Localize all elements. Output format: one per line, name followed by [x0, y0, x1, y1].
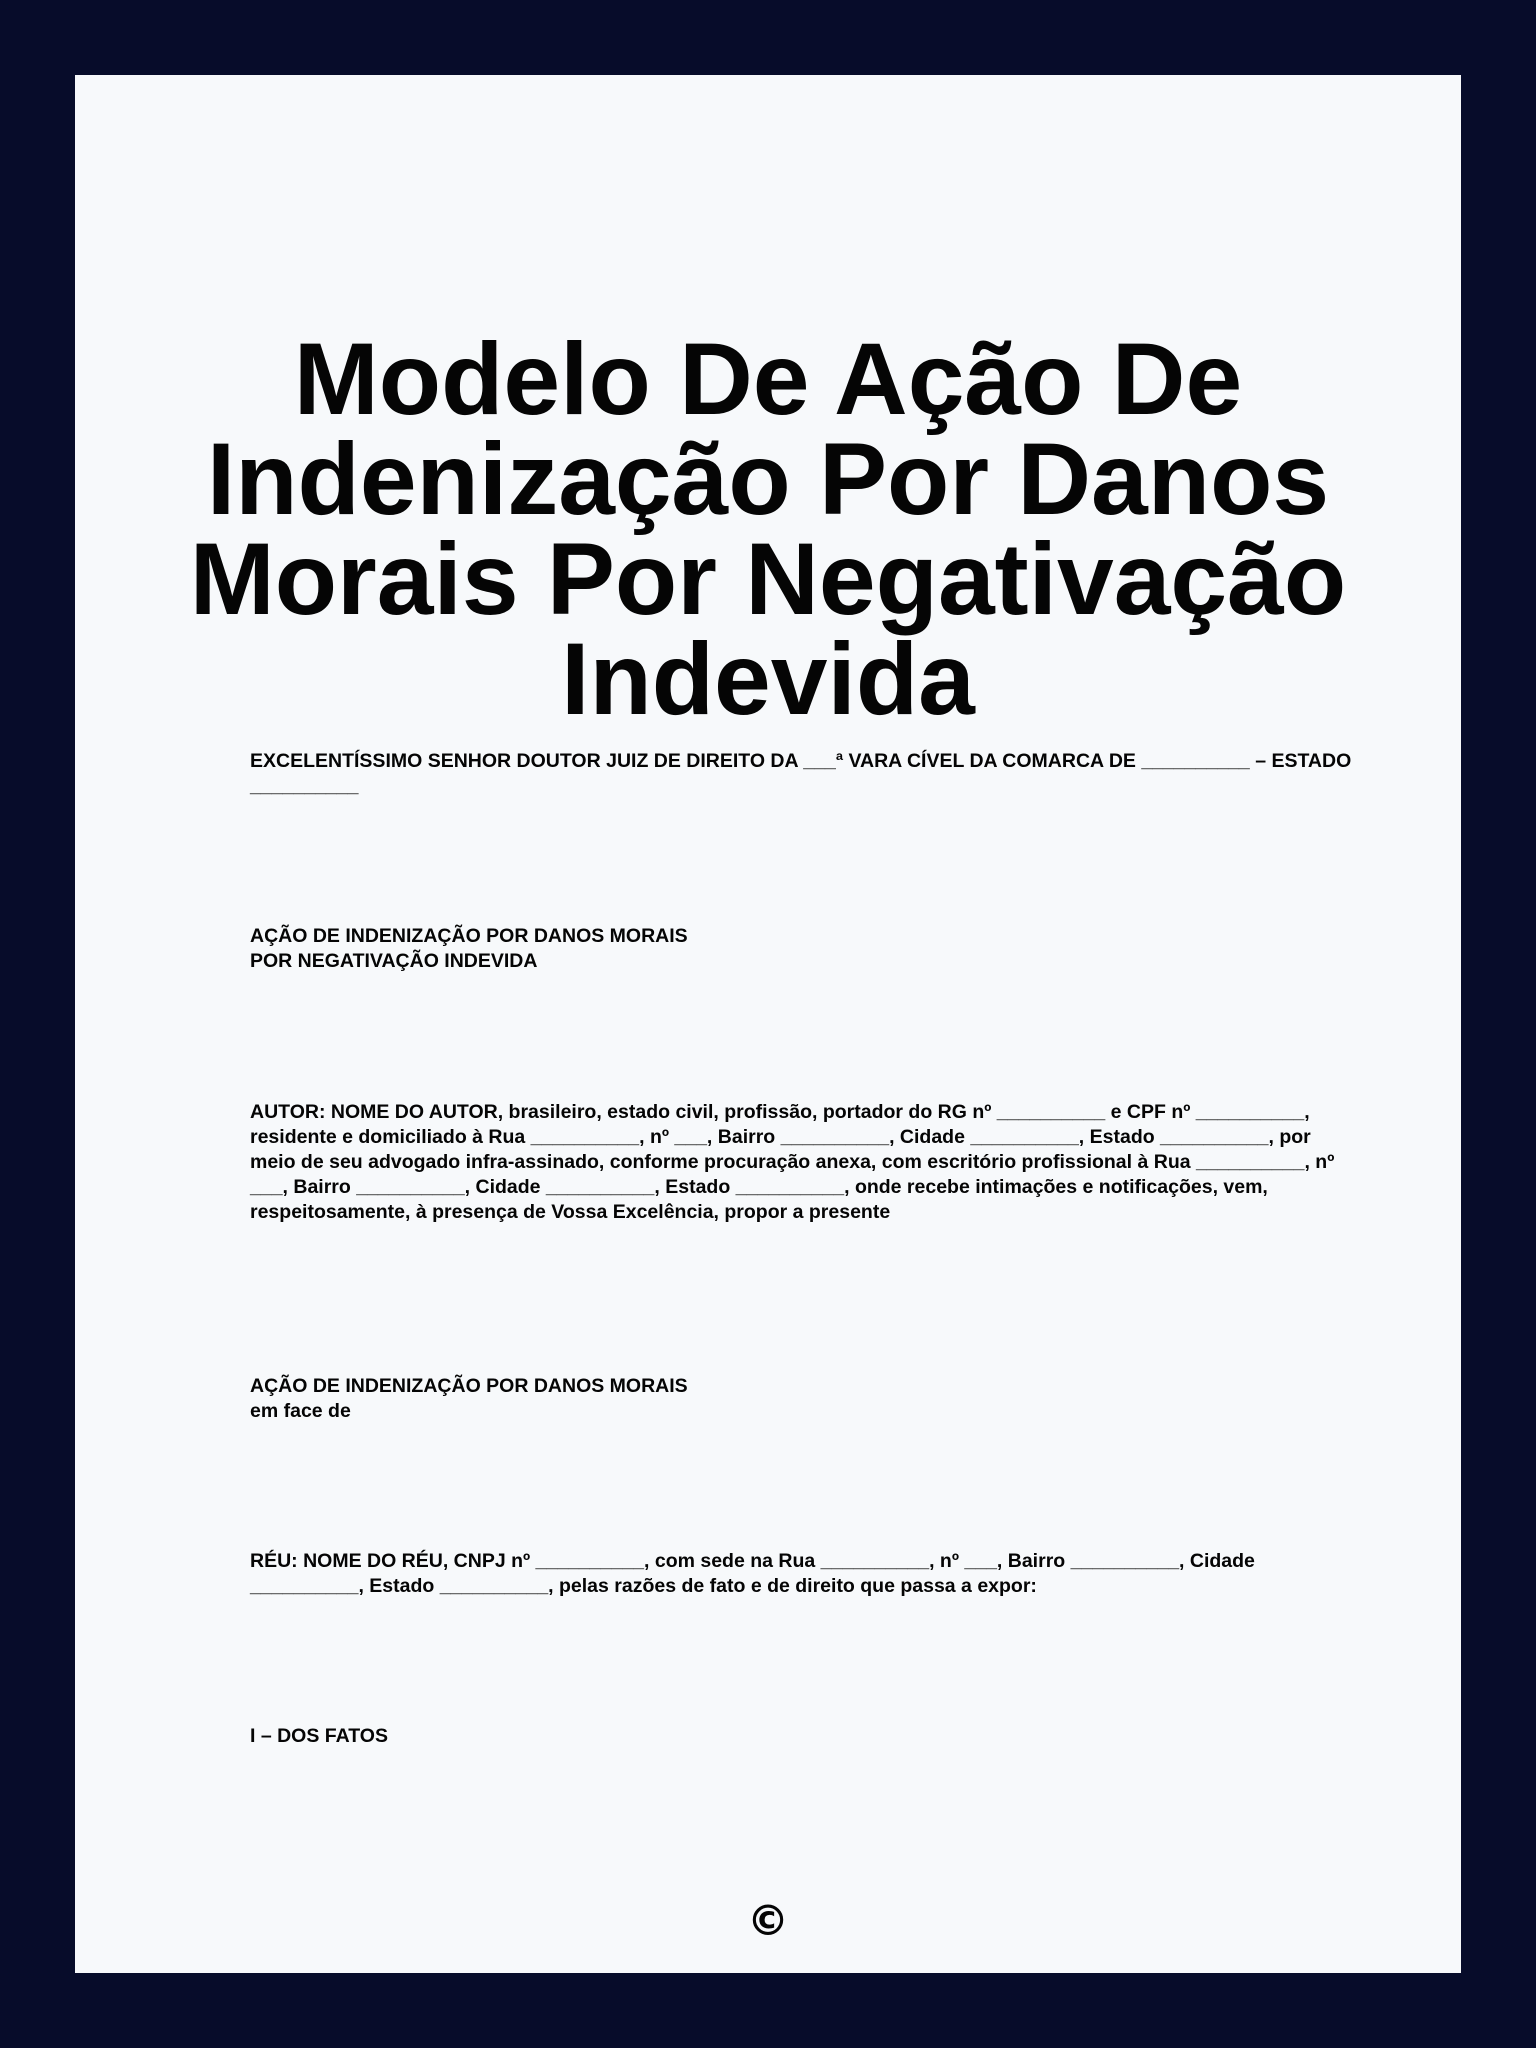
action-name-line-2: em face de: [250, 1400, 351, 1422]
action-title-line-1: AÇÃO DE INDENIZAÇÃO POR DANOS MORAIS: [250, 925, 688, 947]
court-header: EXCELENTÍSSIMO SENHOR DOUTOR JUIZ DE DIREITO DA ___ª VARA CÍVEL DA COMARCA DE __________ – ESTADO __________: [250, 750, 1352, 797]
action-title: [250, 924, 1360, 974]
action-name-line-1: AÇÃO DE INDENIZAÇÃO POR DANOS MORAIS: [250, 1375, 688, 1397]
author-paragraph: AUTOR: NOME DO AUTOR, brasileiro, estado civil, profissão, portador do RG nº __________ e CPF nº __________, residente e domiciliado à Rua __________, nº ___, Bairro __________, Cidade __________, Estado __________, por meio de seu advogado infra-assinado, conforme procuração anexa, com escritório profissional à Rua __________, nº ___, Bairro __________, Cidade __________, Estado __________, onde recebe intimações e notificações, vem, respeitosamente, à presença de Vossa Excelência, propor a presente: [250, 1101, 1335, 1223]
document-title: Modelo De Ação De Indenização Por Danos Morais Por Negativação Indevida: [189, 322, 1347, 736]
action-name: [250, 1374, 1360, 1424]
defendant-paragraph: RÉU: NOME DO RÉU, CNPJ nº __________, com sede na Rua __________, nº ___, Bairro __________, Cidade __________, Estado __________, pelas razões de fato e de direito que passa a expor:: [250, 1550, 1255, 1597]
action-title-line-2: POR NEGATIVAÇÃO INDEVIDA: [250, 950, 538, 972]
copyright-icon: ©: [747, 1896, 789, 1945]
document-page: [75, 75, 1461, 1973]
section-heading-facts: I – DOS FATOS: [250, 1725, 388, 1747]
